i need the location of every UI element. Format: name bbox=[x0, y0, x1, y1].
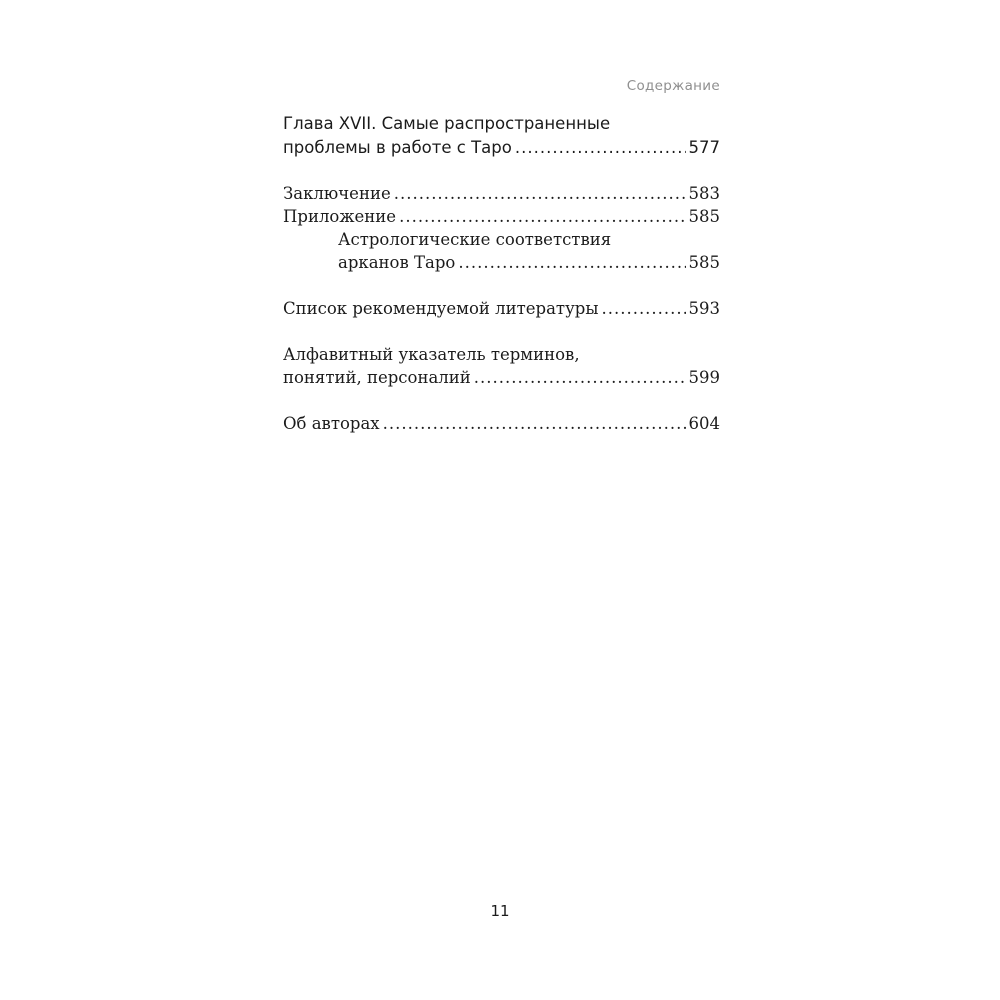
toc-entry-label: Заключение bbox=[283, 184, 391, 203]
toc-entry-recommended-literature[interactable] bbox=[283, 297, 720, 320]
toc-page-number: 583 bbox=[688, 184, 720, 203]
dot-leader bbox=[399, 205, 685, 228]
dot-leader bbox=[383, 412, 686, 435]
toc-entry-about-authors[interactable] bbox=[283, 412, 720, 435]
toc-entry-line bbox=[283, 136, 720, 160]
toc-entry-line bbox=[283, 297, 720, 320]
toc-entry-title: Глава XVII. Самые распространенные bbox=[283, 114, 611, 133]
toc-entry-title-line bbox=[283, 112, 720, 136]
toc-entry-title-line bbox=[283, 343, 720, 366]
toc-entry-title-line bbox=[338, 228, 720, 251]
toc-entry-index[interactable] bbox=[283, 343, 720, 389]
toc-page-number: 585 bbox=[688, 253, 720, 272]
toc-page-number: 593 bbox=[688, 299, 720, 318]
toc-entry-line bbox=[283, 412, 720, 435]
table-of-contents bbox=[283, 112, 720, 435]
toc-entry-line bbox=[283, 366, 720, 389]
toc-page-number: 604 bbox=[688, 414, 720, 433]
toc-page-number: 599 bbox=[688, 368, 720, 387]
toc-page-number: 577 bbox=[688, 138, 720, 157]
dot-leader bbox=[458, 251, 685, 274]
toc-entry-label: Приложение bbox=[283, 207, 397, 226]
page-number: 11 bbox=[490, 902, 510, 920]
dot-leader bbox=[515, 136, 686, 160]
toc-entry-label: Об авторах bbox=[283, 414, 380, 433]
toc-entry-chapter-xvii[interactable] bbox=[283, 112, 720, 160]
toc-entry-label: проблемы в работе с Таро bbox=[283, 138, 512, 157]
toc-entry-label: понятий, персоналий bbox=[283, 368, 471, 387]
dot-leader bbox=[394, 182, 686, 205]
toc-entry-astrological-correspondences[interactable] bbox=[283, 228, 720, 274]
dot-leader bbox=[601, 297, 685, 320]
toc-entry-line bbox=[283, 205, 720, 228]
toc-entry-appendix[interactable] bbox=[283, 205, 720, 228]
toc-entry-title: Алфавитный указатель терминов, bbox=[283, 345, 580, 364]
running-header: Содержание bbox=[626, 78, 720, 94]
dot-leader bbox=[474, 366, 686, 389]
toc-entry-title: Астрологические соответствия bbox=[338, 230, 612, 249]
toc-page-number: 585 bbox=[688, 207, 720, 226]
toc-entry-line bbox=[338, 251, 720, 274]
toc-entry-line bbox=[283, 182, 720, 205]
toc-entry-conclusion[interactable] bbox=[283, 182, 720, 205]
toc-entry-label: арканов Таро bbox=[338, 253, 456, 272]
toc-entry-label: Список рекомендуемой литературы bbox=[283, 299, 599, 318]
